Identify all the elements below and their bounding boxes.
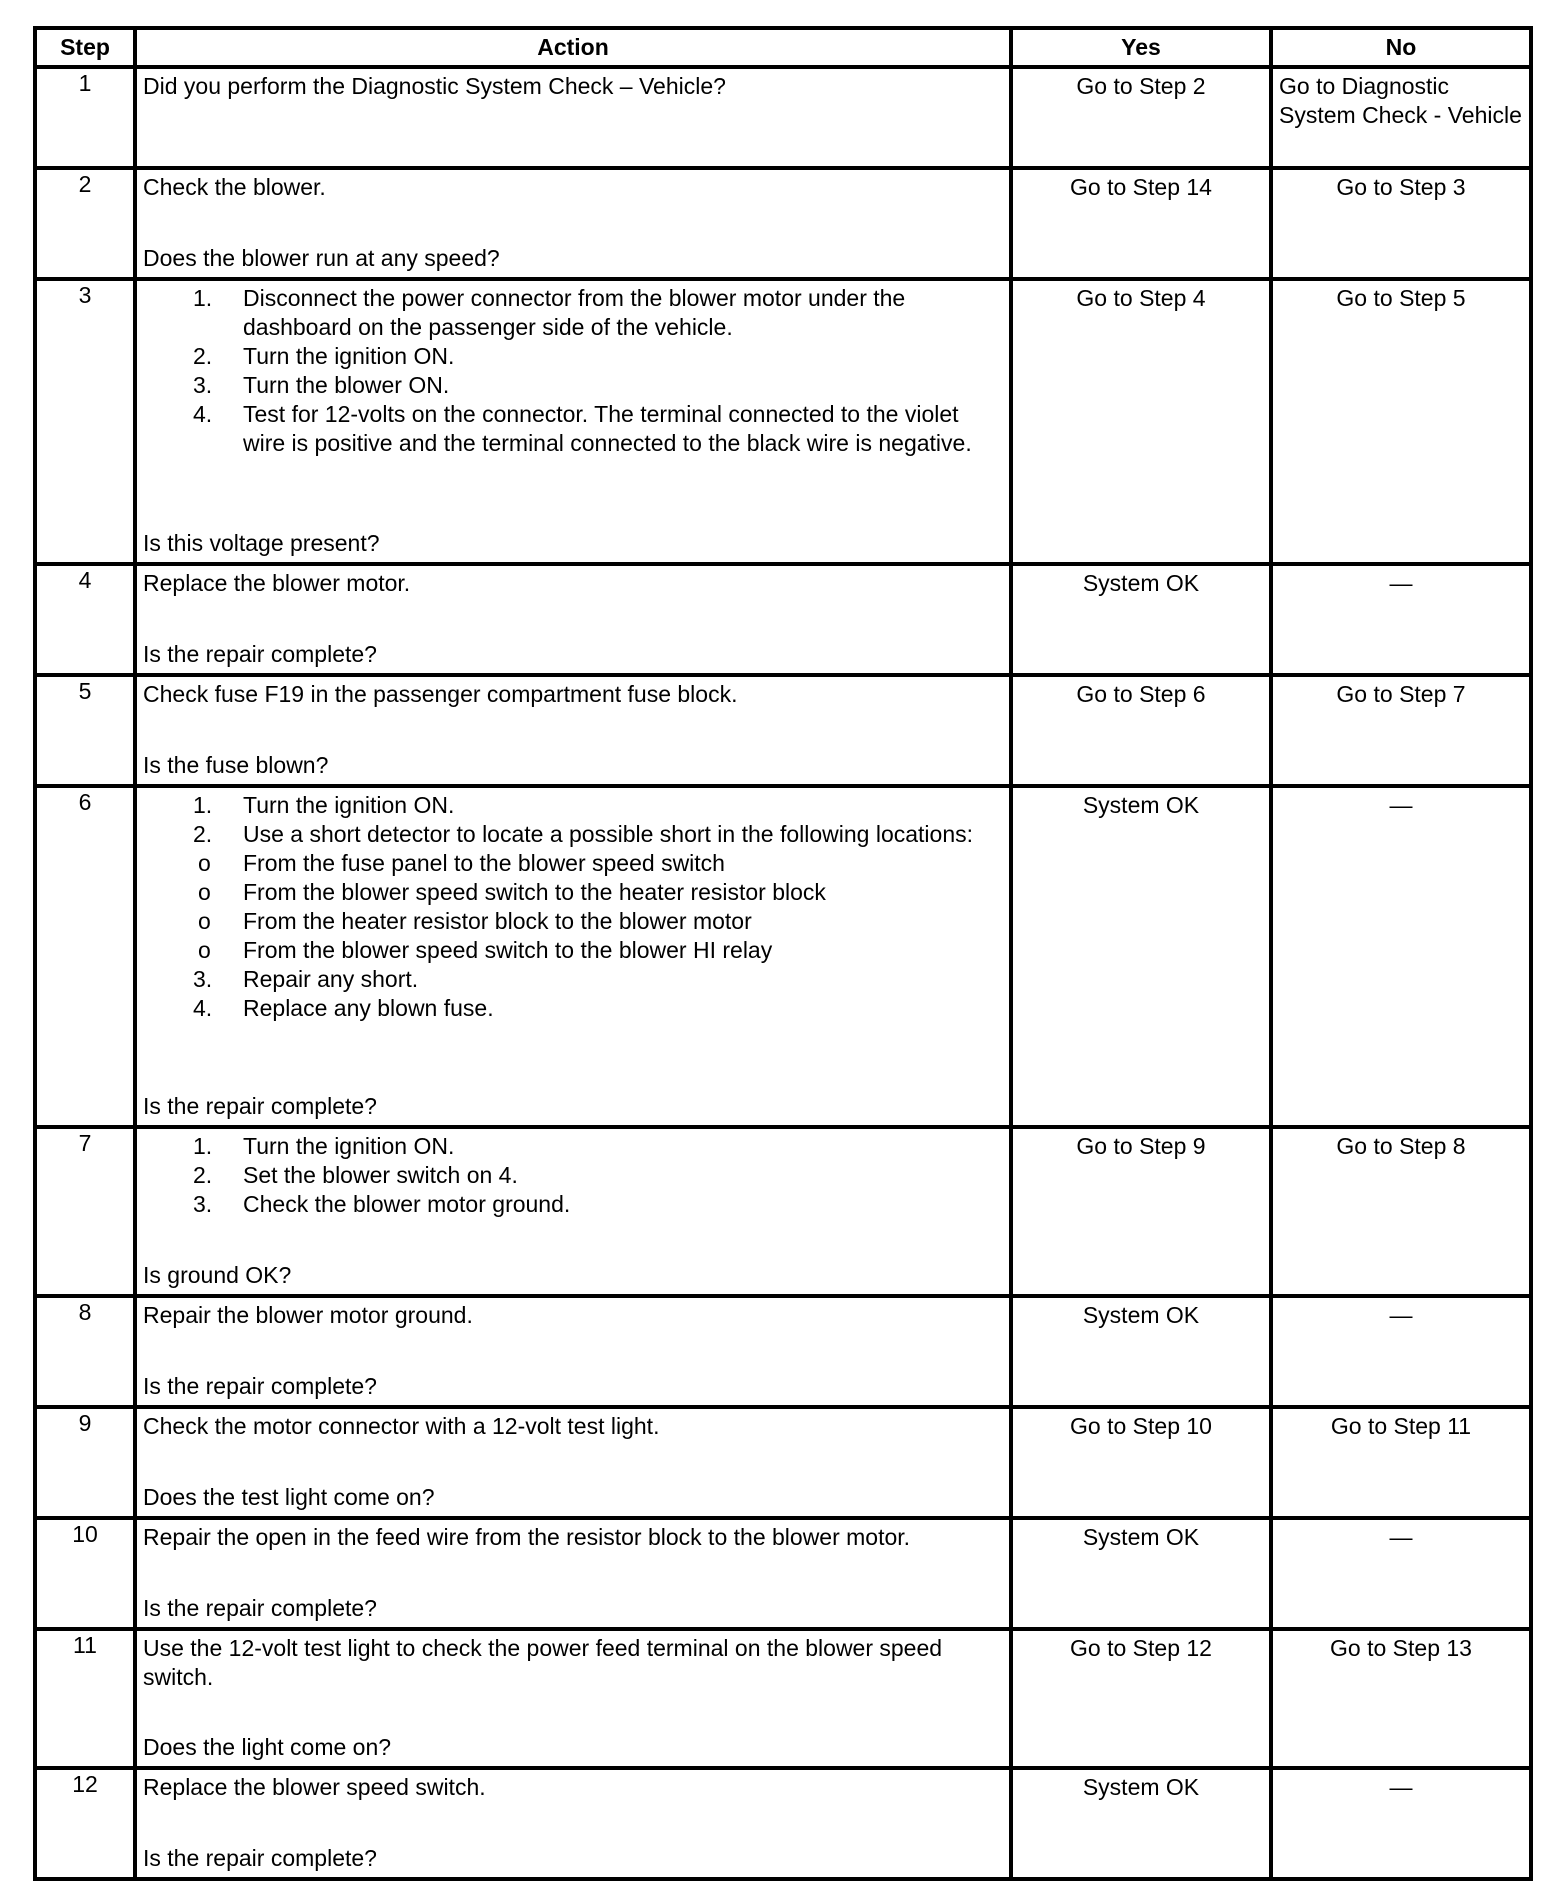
procedure-number: 1. bbox=[193, 1133, 213, 1159]
action-content bbox=[137, 1409, 1009, 1516]
action-instruction: Replace the blower motor. bbox=[143, 570, 411, 596]
yes-cell bbox=[1011, 1518, 1271, 1629]
action-cell bbox=[135, 1629, 1011, 1768]
yes-result: Go to Step 14 bbox=[1070, 174, 1212, 200]
diagnostic-table bbox=[33, 26, 1533, 1881]
action-question: Is this voltage present? bbox=[143, 530, 380, 556]
no-result: Go to Diagnostic System Check - Vehicle bbox=[1279, 73, 1522, 128]
action-cell bbox=[135, 1127, 1011, 1296]
procedure-text: Turn the blower ON. bbox=[243, 372, 450, 398]
no-result: — bbox=[1389, 1524, 1413, 1550]
procedure-number: 3. bbox=[193, 966, 213, 992]
step-number: 3 bbox=[35, 279, 135, 564]
yes-result: Go to Step 12 bbox=[1070, 1635, 1212, 1661]
table-body bbox=[35, 67, 1531, 1879]
yes-cell bbox=[1011, 1296, 1271, 1407]
yes-result: Go to Step 2 bbox=[1076, 73, 1206, 99]
yes-result: System OK bbox=[1082, 1302, 1200, 1328]
yes-cell bbox=[1011, 67, 1271, 168]
action-question: Does the blower run at any speed? bbox=[143, 245, 500, 271]
action-instruction: Check fuse F19 in the passenger compartment fuse block. bbox=[143, 681, 738, 707]
action-instruction: Repair the open in the feed wire from the resistor block to the blower motor. bbox=[143, 1524, 911, 1550]
procedure-text: Test for 12-volts on the connector. The terminal connected to the violet wire is positive and the terminal connected to the black wire is negative. bbox=[243, 401, 972, 456]
action-cell bbox=[135, 67, 1011, 168]
step-number: 7 bbox=[35, 1127, 135, 1296]
action-cell bbox=[135, 168, 1011, 279]
no-result: Go to Step 13 bbox=[1330, 1635, 1472, 1661]
action-cell bbox=[135, 786, 1011, 1127]
procedure-item bbox=[143, 994, 1003, 1023]
spacer bbox=[143, 458, 1003, 529]
table-row bbox=[35, 786, 1531, 1127]
table-row bbox=[35, 1296, 1531, 1407]
action-cell bbox=[135, 1768, 1011, 1879]
no-result: Go to Step 5 bbox=[1336, 285, 1466, 311]
procedure-item bbox=[143, 371, 1003, 400]
step-number: 5 bbox=[35, 675, 135, 786]
procedure-item bbox=[143, 965, 1003, 994]
spacer bbox=[143, 202, 1003, 244]
table-row bbox=[35, 67, 1531, 168]
header-row bbox=[35, 28, 1531, 67]
procedure-list bbox=[143, 791, 1003, 1023]
yes-cell bbox=[1011, 1768, 1271, 1879]
yes-result: Go to Step 9 bbox=[1076, 1133, 1206, 1159]
step-number: 10 bbox=[35, 1518, 135, 1629]
spacer bbox=[143, 1552, 1003, 1594]
action-question: Is the repair complete? bbox=[143, 641, 377, 667]
no-cell bbox=[1271, 279, 1531, 564]
procedure-item bbox=[143, 1161, 1003, 1190]
no-result: — bbox=[1389, 570, 1413, 596]
bullet-icon: o bbox=[198, 850, 211, 876]
bullet-icon: o bbox=[198, 937, 211, 963]
table-row bbox=[35, 1127, 1531, 1296]
yes-result: System OK bbox=[1082, 570, 1200, 596]
table-row bbox=[35, 1518, 1531, 1629]
header-action: Action bbox=[135, 28, 1011, 67]
header-step: Step bbox=[35, 28, 135, 67]
yes-cell bbox=[1011, 675, 1271, 786]
procedure-text: Turn the ignition ON. bbox=[243, 792, 455, 818]
action-question: Is ground OK? bbox=[143, 1262, 292, 1288]
no-cell bbox=[1271, 1127, 1531, 1296]
spacer bbox=[143, 709, 1003, 751]
step-number: 4 bbox=[35, 564, 135, 675]
spacer bbox=[143, 1330, 1003, 1372]
no-cell bbox=[1271, 675, 1531, 786]
no-result: — bbox=[1389, 1774, 1413, 1800]
procedure-text: Turn the ignition ON. bbox=[243, 1133, 455, 1159]
action-content bbox=[137, 1298, 1009, 1405]
action-cell bbox=[135, 1296, 1011, 1407]
procedure-item bbox=[143, 284, 1003, 342]
action-question: Is the repair complete? bbox=[143, 1595, 377, 1621]
action-cell bbox=[135, 1518, 1011, 1629]
spacer bbox=[143, 1219, 1003, 1261]
no-cell bbox=[1271, 564, 1531, 675]
no-cell bbox=[1271, 1518, 1531, 1629]
procedure-number: 2. bbox=[193, 343, 213, 369]
spacer bbox=[143, 1441, 1003, 1483]
step-number: 12 bbox=[35, 1768, 135, 1879]
action-cell bbox=[135, 279, 1011, 564]
yes-result: System OK bbox=[1082, 1524, 1200, 1550]
action-question: Is the repair complete? bbox=[143, 1093, 377, 1119]
step-number: 6 bbox=[35, 786, 135, 1127]
no-result: — bbox=[1389, 792, 1413, 818]
procedure-number: 2. bbox=[193, 1162, 213, 1188]
procedure-item bbox=[143, 791, 1003, 820]
action-question: Does the test light come on? bbox=[143, 1484, 435, 1510]
action-question: Is the fuse blown? bbox=[143, 752, 329, 778]
action-content bbox=[137, 170, 1009, 277]
no-result: Go to Step 11 bbox=[1330, 1413, 1472, 1439]
action-content bbox=[137, 69, 1009, 166]
sub-list bbox=[143, 849, 1003, 965]
procedure-text: Set the blower switch on 4. bbox=[243, 1162, 518, 1188]
sub-item-text: From the blower speed switch to the heater resistor block bbox=[243, 879, 826, 905]
action-question: Is the repair complete? bbox=[143, 1373, 377, 1399]
no-cell bbox=[1271, 1629, 1531, 1768]
procedure-text: Disconnect the power connector from the blower motor under the dashboard on the passenger side of the vehicle. bbox=[243, 285, 906, 340]
procedure-number: 3. bbox=[193, 1191, 213, 1217]
sub-item-text: From the blower speed switch to the blower HI relay bbox=[243, 937, 773, 963]
yes-cell bbox=[1011, 279, 1271, 564]
bullet-icon: o bbox=[198, 879, 211, 905]
action-question: Is the repair complete? bbox=[143, 1845, 377, 1871]
header-yes: Yes bbox=[1011, 28, 1271, 67]
spacer bbox=[143, 1692, 1003, 1733]
procedure-number: 4. bbox=[193, 401, 213, 427]
procedure-item bbox=[143, 1132, 1003, 1161]
no-result: Go to Step 3 bbox=[1336, 174, 1466, 200]
action-content bbox=[137, 1520, 1009, 1627]
step-number: 11 bbox=[35, 1629, 135, 1768]
no-result: Go to Step 8 bbox=[1336, 1133, 1466, 1159]
action-content bbox=[137, 677, 1009, 784]
sub-item-text: From the heater resistor block to the blower motor bbox=[243, 908, 752, 934]
procedure-item bbox=[143, 1190, 1003, 1219]
action-instruction: Replace the blower speed switch. bbox=[143, 1774, 486, 1800]
action-instruction: Use the 12-volt test light to check the power feed terminal on the blower speed switch. bbox=[143, 1635, 943, 1690]
action-question: Does the light come on? bbox=[143, 1734, 392, 1760]
table-row bbox=[35, 1407, 1531, 1518]
spacer bbox=[143, 598, 1003, 640]
yes-result: Go to Step 6 bbox=[1076, 681, 1206, 707]
yes-cell bbox=[1011, 1127, 1271, 1296]
no-cell bbox=[1271, 786, 1531, 1127]
yes-result: Go to Step 10 bbox=[1070, 1413, 1212, 1439]
table-row bbox=[35, 675, 1531, 786]
action-content bbox=[137, 788, 1009, 1125]
yes-result: Go to Step 4 bbox=[1076, 285, 1206, 311]
procedure-number: 2. bbox=[193, 821, 213, 847]
header-no: No bbox=[1271, 28, 1531, 67]
sub-item bbox=[143, 907, 1003, 936]
table-row bbox=[35, 168, 1531, 279]
no-cell bbox=[1271, 1768, 1531, 1879]
yes-cell bbox=[1011, 1629, 1271, 1768]
no-cell bbox=[1271, 1407, 1531, 1518]
step-number: 2 bbox=[35, 168, 135, 279]
spacer bbox=[143, 1802, 1003, 1844]
step-number: 9 bbox=[35, 1407, 135, 1518]
sub-item bbox=[143, 936, 1003, 965]
bullet-icon: o bbox=[198, 908, 211, 934]
procedure-list bbox=[143, 1132, 1003, 1219]
no-result: — bbox=[1389, 1302, 1413, 1328]
yes-cell bbox=[1011, 564, 1271, 675]
procedure-text: Check the blower motor ground. bbox=[243, 1191, 571, 1217]
procedure-text: Turn the ignition ON. bbox=[243, 343, 455, 369]
action-content bbox=[137, 1770, 1009, 1877]
procedure-item bbox=[143, 400, 1003, 458]
action-instruction: Did you perform the Diagnostic System Check – Vehicle? bbox=[143, 73, 726, 99]
table-row bbox=[35, 1768, 1531, 1879]
sub-item-text: From the fuse panel to the blower speed switch bbox=[243, 850, 725, 876]
action-cell bbox=[135, 1407, 1011, 1518]
yes-cell bbox=[1011, 168, 1271, 279]
step-number: 8 bbox=[35, 1296, 135, 1407]
action-cell bbox=[135, 675, 1011, 786]
procedure-item bbox=[143, 820, 1003, 965]
action-content bbox=[137, 281, 1009, 562]
no-cell bbox=[1271, 168, 1531, 279]
table-row bbox=[35, 279, 1531, 564]
no-cell bbox=[1271, 67, 1531, 168]
step-number: 1 bbox=[35, 67, 135, 168]
no-result: Go to Step 7 bbox=[1336, 681, 1466, 707]
action-instruction: Check the blower. bbox=[143, 174, 326, 200]
procedure-text: Use a short detector to locate a possible short in the following locations: bbox=[243, 821, 974, 847]
procedure-text: Repair any short. bbox=[243, 966, 419, 992]
procedure-text: Replace any blown fuse. bbox=[243, 995, 494, 1021]
action-content bbox=[137, 1631, 1009, 1766]
table-row bbox=[35, 1629, 1531, 1768]
yes-result: System OK bbox=[1082, 1774, 1200, 1800]
procedure-number: 3. bbox=[193, 372, 213, 398]
sub-item bbox=[143, 878, 1003, 907]
action-content bbox=[137, 1129, 1009, 1294]
sub-item bbox=[143, 849, 1003, 878]
procedure-number: 1. bbox=[193, 285, 213, 311]
action-instruction: Check the motor connector with a 12-volt test light. bbox=[143, 1413, 660, 1439]
procedure-number: 4. bbox=[193, 995, 213, 1021]
yes-cell bbox=[1011, 1407, 1271, 1518]
procedure-list bbox=[143, 284, 1003, 458]
yes-cell bbox=[1011, 786, 1271, 1127]
procedure-number: 1. bbox=[193, 792, 213, 818]
action-content bbox=[137, 566, 1009, 673]
table-row bbox=[35, 564, 1531, 675]
action-instruction: Repair the blower motor ground. bbox=[143, 1302, 473, 1328]
procedure-item bbox=[143, 342, 1003, 371]
yes-result: System OK bbox=[1082, 792, 1200, 818]
action-cell bbox=[135, 564, 1011, 675]
spacer bbox=[143, 1023, 1003, 1092]
no-cell bbox=[1271, 1296, 1531, 1407]
